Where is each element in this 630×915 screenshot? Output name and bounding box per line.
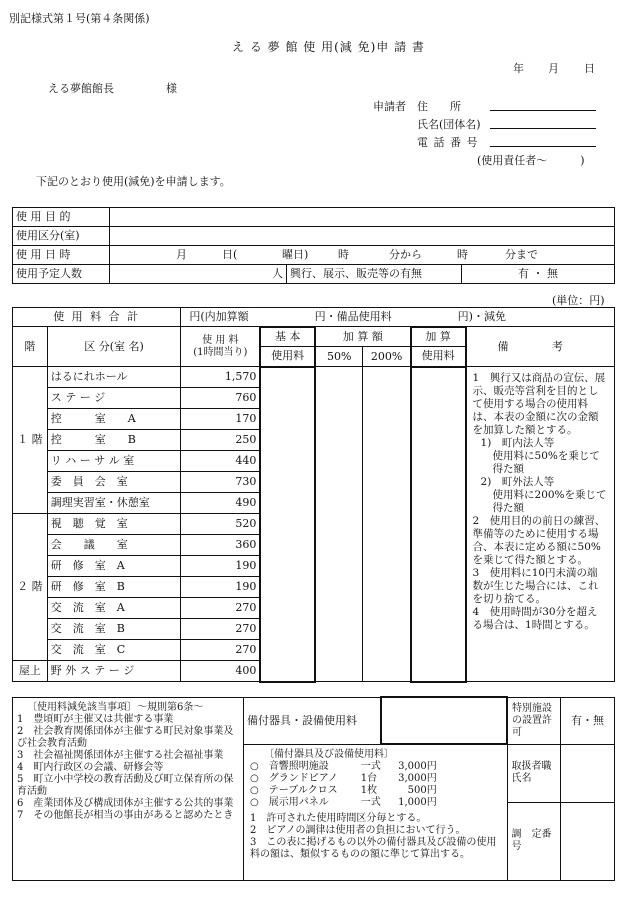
table-row xyxy=(13,367,615,388)
remark-1-2-text: 使用料に200%を乗じて得た額 xyxy=(492,489,607,514)
room-fee: 760 xyxy=(181,388,260,409)
add-50-input[interactable] xyxy=(315,367,363,682)
name-label: 氏名(団体名) xyxy=(417,118,481,131)
equip-price: 500円 xyxy=(407,785,437,796)
dt-day: 日( xyxy=(222,248,238,261)
equip-price: 1,000円 xyxy=(398,797,437,808)
equip-title: 〔備付器具及び設備使用料〕 xyxy=(264,749,394,760)
document-title: え る 夢 館 使 用(減 免)申 請 書 xyxy=(232,40,425,54)
room-fee: 440 xyxy=(181,451,260,472)
equip-name: 音響照明施設 xyxy=(268,761,329,772)
addressee-honorific: 様 xyxy=(166,82,177,95)
exempt-item: 5 町立小中学校の教育活動及び町立保育所の保育活動 xyxy=(17,773,234,797)
datetime-field[interactable] xyxy=(110,246,615,265)
remarks-cell xyxy=(466,367,615,682)
address-label: 住 所 xyxy=(417,100,461,113)
room-name: 委 員 会 室 xyxy=(47,472,181,493)
addressee: える夢館館長 xyxy=(48,82,114,95)
room-fee: 190 xyxy=(181,577,260,598)
exempt-item: 1 豊頃町が主催又は共催する事業 xyxy=(17,713,174,725)
equip-name: グランドピアノ xyxy=(268,773,338,784)
remark-1-1: 1) 町内法人等 xyxy=(480,437,555,449)
sales-answer[interactable]: 有 ・ 無 xyxy=(462,265,615,284)
fee-table xyxy=(12,307,615,683)
handler-label: 取扱者職氏名 xyxy=(507,744,561,802)
add-200-input[interactable] xyxy=(363,367,411,682)
responsible-person-label: (使用責任者～ ) xyxy=(477,154,585,167)
remark-2: 2 使用目的の前日の練習、準備等のために使用する場合、本表に定める額に50%を乗じて得た額とする。 xyxy=(472,515,606,566)
exempt-item: 7 その他館長が相当の事由があると認めたとき xyxy=(17,809,234,821)
equip-row-0 xyxy=(250,761,501,773)
people-unit: 人 xyxy=(272,267,283,280)
col-floor: 階 xyxy=(13,327,48,367)
equip-price: 3,000円 xyxy=(398,773,437,784)
col-room: 区 分(室 名) xyxy=(47,327,181,367)
dt-hour-start: 時 xyxy=(338,248,349,261)
equip-mark: ○ xyxy=(250,797,259,808)
unit-note: (単位：円) xyxy=(552,294,605,307)
people-field[interactable] xyxy=(110,265,287,284)
equip-unit: 一式 xyxy=(360,761,381,772)
col-add-50: 50% xyxy=(315,347,363,367)
floor-1-label: １ 階 xyxy=(13,367,48,514)
equip-mark: ○ xyxy=(250,785,259,796)
equip-mark: ○ xyxy=(250,773,259,784)
col-add-200: 200% xyxy=(363,347,411,367)
dt-from: 分から xyxy=(389,248,422,261)
datetime-label: 使 用 日 時 xyxy=(13,246,110,265)
room-name: 視 聴 覚 室 xyxy=(47,514,181,535)
col-add: 加 算 額 xyxy=(315,327,411,347)
address-field[interactable] xyxy=(490,98,596,111)
remark-4: 4 使用時間が30分を超える場合は、1時間とする。 xyxy=(472,606,598,631)
add-fee-input[interactable] xyxy=(411,367,466,682)
equip-fee-input[interactable] xyxy=(381,697,507,744)
equip-note: 3 この表に掲げるもの以外の備付器具及び設備の使用料の額は、類似するものの額に準じて算出する。 xyxy=(250,837,497,860)
date-day: 日 xyxy=(584,62,595,75)
equipment-cell xyxy=(244,744,508,880)
col-fee-main: 使 用 料 xyxy=(202,334,239,346)
remark-1: 1 興行又は商品の宣伝、展示、販売等営利を目的として使用する場合の使用料は、本表の金額に次の金額を加算した額とする。 xyxy=(472,372,606,436)
bottom-table xyxy=(12,696,615,881)
room-name: 研 修 室 B xyxy=(47,577,181,598)
room-name: 野 外 ス テ ー ジ xyxy=(47,661,181,682)
category-field[interactable] xyxy=(110,227,615,246)
equip-note: 2 ピアノの調律は使用者の負担において行う。 xyxy=(250,825,466,836)
dt-dow: 曜日) xyxy=(282,248,309,261)
room-fee: 250 xyxy=(181,430,260,451)
sales-question: 興行、展示、販売等の有無 xyxy=(287,265,462,284)
remark-1-2: 2) 町外法人等 xyxy=(480,476,555,488)
purpose-field[interactable] xyxy=(110,208,615,227)
room-fee: 270 xyxy=(181,640,260,661)
handler-input[interactable] xyxy=(561,744,615,802)
col-fee xyxy=(181,327,260,367)
room-name: 交 流 室 C xyxy=(47,640,181,661)
purpose-label: 使 用 目 的 xyxy=(13,208,110,227)
equip-name: 展示用パネル xyxy=(268,797,329,808)
exemption-cell xyxy=(13,697,244,880)
dt-hour-end: 時 xyxy=(457,248,468,261)
exempt-item: 3 社会福祉関係団体が主催する社会福祉事業 xyxy=(17,749,224,761)
roof-label: 屋上 xyxy=(13,661,48,682)
col-add-fee: 加 算 xyxy=(411,327,466,347)
col-base: 基 本 xyxy=(260,327,315,347)
special-label: 特別施設の設置許可 xyxy=(507,697,561,744)
room-name: 会 議 室 xyxy=(47,535,181,556)
equip-unit: 1枚 xyxy=(360,785,378,796)
room-fee: 360 xyxy=(181,535,260,556)
people-label: 使用予定人数 xyxy=(13,265,110,284)
room-fee: 270 xyxy=(181,598,260,619)
exempt-item: 2 社会教育関係団体が主催する町民対象事業及び社会教育活動 xyxy=(17,725,234,749)
equip-name: テーブルクロス xyxy=(268,785,338,796)
intro-text: 下記のとおり使用(減免)を申請します。 xyxy=(36,175,231,188)
dt-month: 月 xyxy=(176,248,187,261)
room-fee: 490 xyxy=(181,493,260,514)
col-base-sub: 使用料 xyxy=(260,347,315,367)
col-remarks: 備 考 xyxy=(466,327,615,367)
exempt-title: 〔使用料減免該当事項〕～規則第6条～ xyxy=(27,701,204,713)
room-name: 交 流 室 A xyxy=(47,598,181,619)
category-label: 使用区分(室) xyxy=(13,227,110,246)
equip-price: 3,000円 xyxy=(398,761,437,772)
room-fee: 730 xyxy=(181,472,260,493)
equip-row-3 xyxy=(250,797,501,809)
equip-row-2 xyxy=(250,785,501,797)
col-add-fee-sub: 使用料 xyxy=(411,347,466,367)
equip-unit: 1台 xyxy=(360,773,378,784)
room-fee: 520 xyxy=(181,514,260,535)
col-fee-sub: (1時間当り) xyxy=(193,346,248,358)
room-name: はるにれホール xyxy=(47,367,181,388)
date-month: 月 xyxy=(548,62,559,75)
decision-label: 調 定番 号 xyxy=(507,802,561,880)
equip-mark: ○ xyxy=(250,761,259,772)
room-fee: 400 xyxy=(181,661,260,682)
total-field[interactable]: 円(内加算額 円・備品使用料 円)・減免 xyxy=(181,308,615,327)
room-name: ス テ ー ジ xyxy=(47,388,181,409)
remark-1-1-text: 使用料に50%を乗じて得た額 xyxy=(492,450,600,475)
exempt-item: 6 産業団体及び構成団体が主催する公共的事業 xyxy=(17,797,234,809)
total-label: 使 用 料 合 計 xyxy=(13,308,181,327)
form-number: 別記様式第１号(第４条関係) xyxy=(9,12,150,25)
equip-unit: 一式 xyxy=(360,797,381,808)
room-name: 控 室 B xyxy=(47,430,181,451)
room-name: リ ハ ー サ ル 室 xyxy=(47,451,181,472)
room-name: 交 流 室 B xyxy=(47,619,181,640)
room-fee: 1,570 xyxy=(181,367,260,388)
date-year: 年 xyxy=(513,62,524,75)
room-name: 控 室 A xyxy=(47,409,181,430)
phone-label: 電 話 番 号 xyxy=(417,136,479,149)
room-name: 調理実習室・休憩室 xyxy=(47,493,181,514)
phone-field[interactable] xyxy=(490,134,596,147)
special-value[interactable]: 有・無 xyxy=(561,697,615,744)
name-field[interactable] xyxy=(490,116,596,129)
exempt-item: 4 町内行政区の会議、研修会等 xyxy=(17,761,164,773)
decision-input[interactable] xyxy=(561,802,615,880)
room-fee: 170 xyxy=(181,409,260,430)
equip-row-1 xyxy=(250,773,501,785)
applicant-label: 申請者 xyxy=(373,100,406,113)
room-name: 研 修 室 A xyxy=(47,556,181,577)
room-fee: 190 xyxy=(181,556,260,577)
dt-until: 分まで xyxy=(505,248,538,261)
remark-3: 3 使用料に10円未満の端数が生じた場合には、これを切り捨てる。 xyxy=(472,567,599,605)
usage-info-table xyxy=(12,207,615,284)
room-fee: 270 xyxy=(181,619,260,640)
base-fee-input[interactable] xyxy=(260,367,315,682)
equip-note: 1 許可された使用時間区分毎とする。 xyxy=(250,813,427,824)
equip-fee-label: 備付器具・設備使用料 xyxy=(244,697,382,744)
floor-2-label: ２ 階 xyxy=(13,514,48,661)
